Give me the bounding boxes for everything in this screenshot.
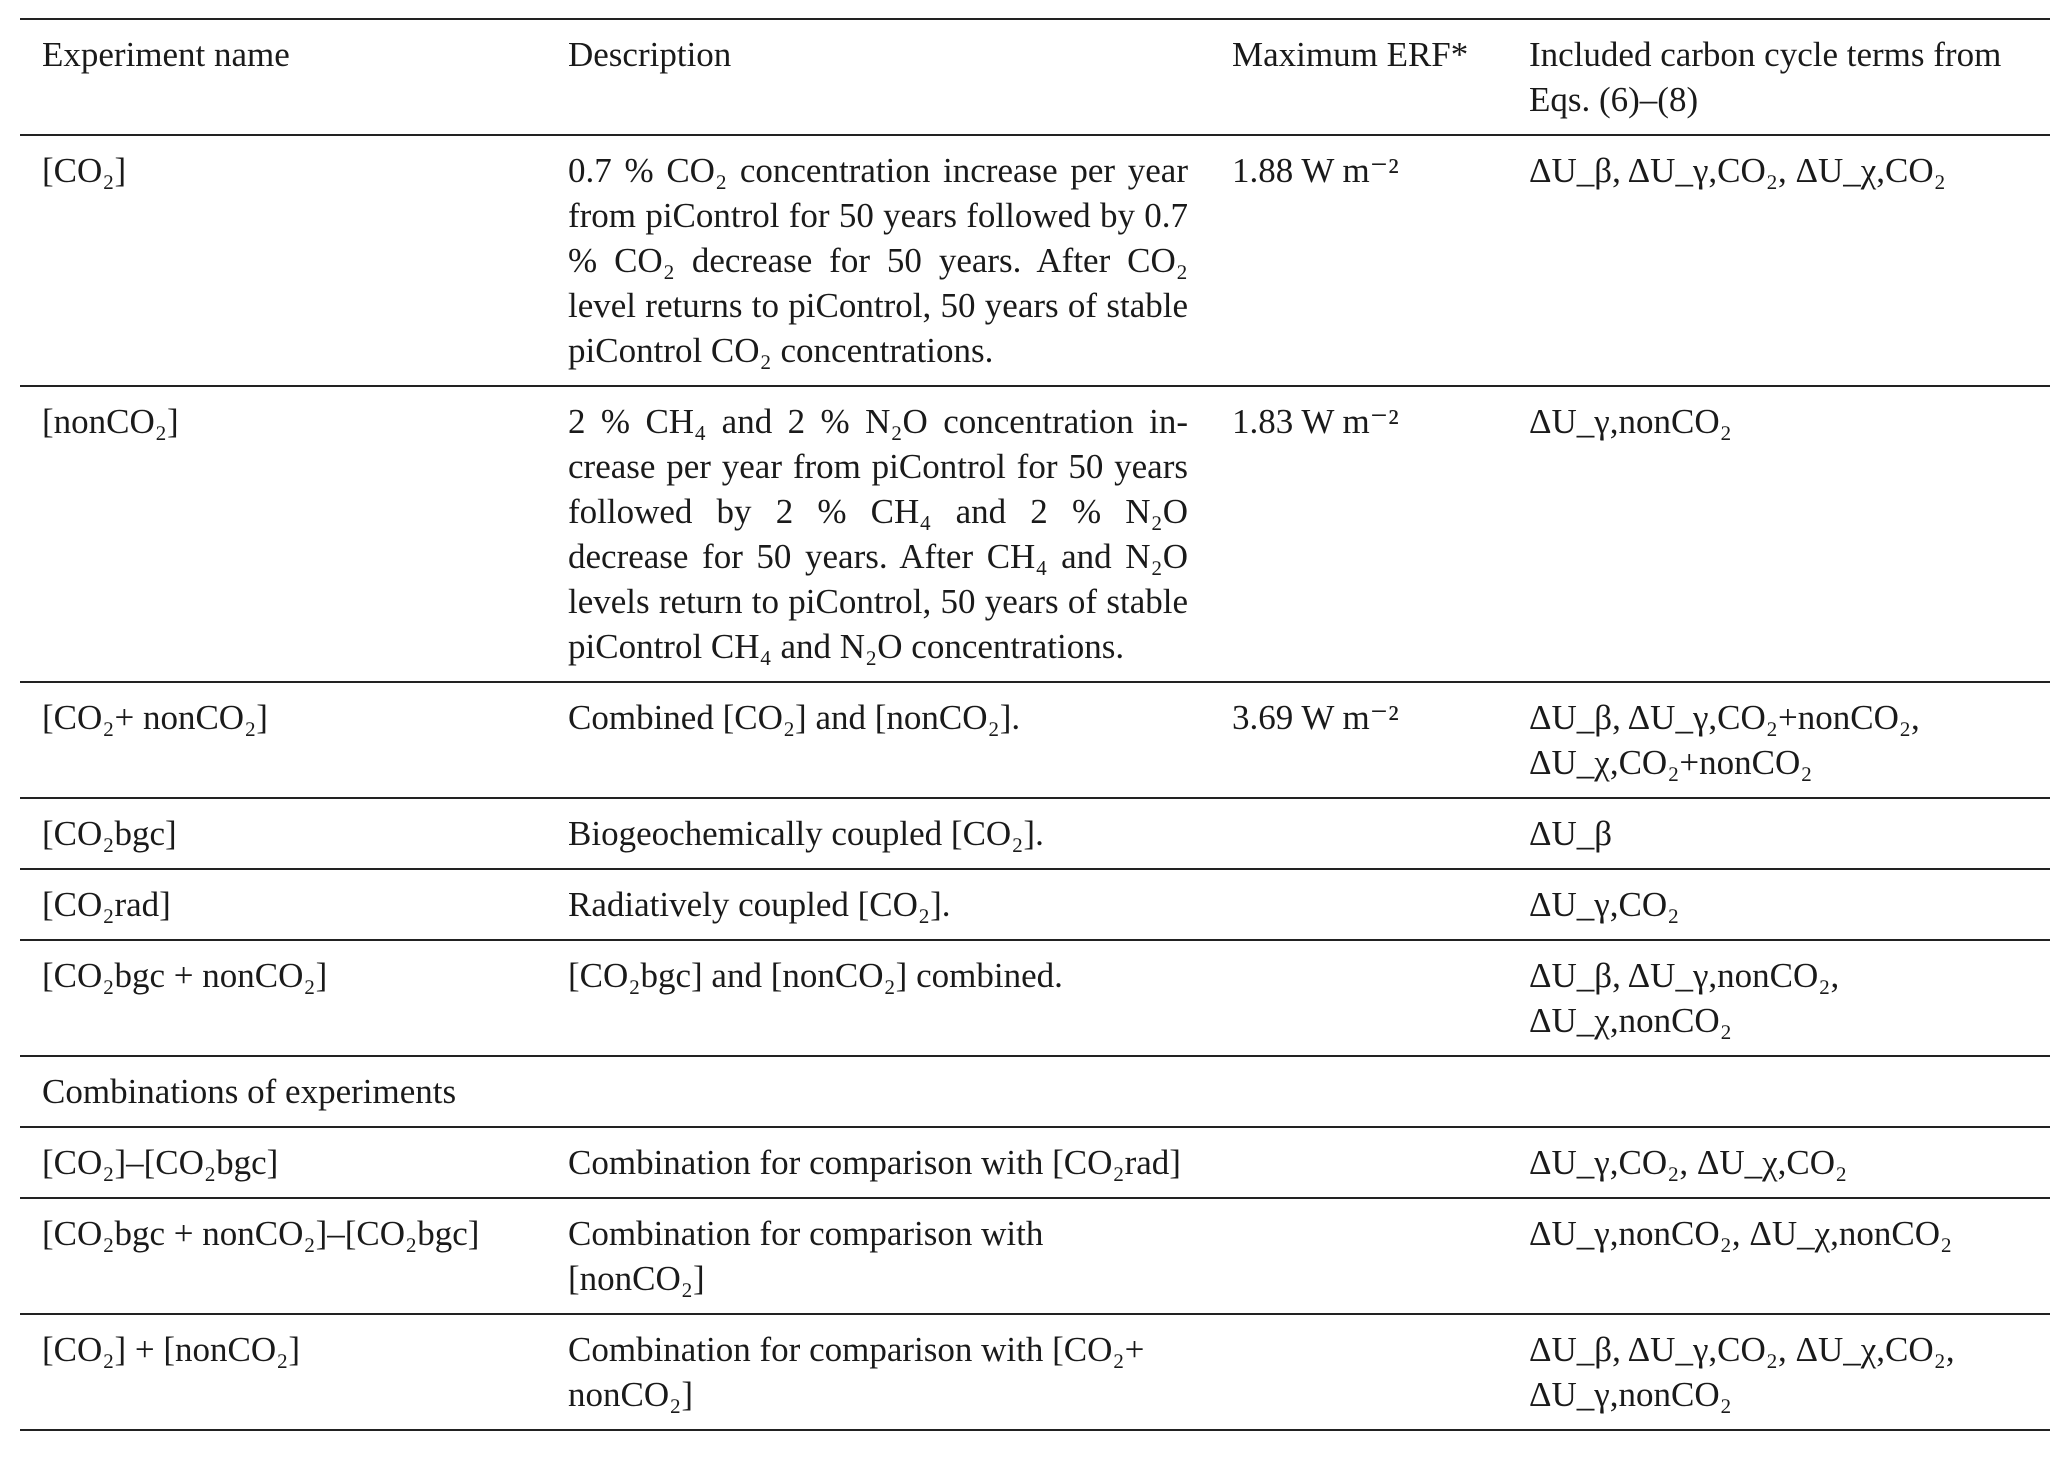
experiment-name: [nonCO₂] <box>42 402 179 441</box>
maximum-erf <box>1210 1127 1507 1198</box>
experiment-name: [CO₂rad] <box>42 885 171 924</box>
maximum-erf <box>1210 798 1507 869</box>
table-row <box>20 386 2050 682</box>
table-body <box>20 135 2050 1430</box>
experiment-description: [CO₂bgc] and [nonCO₂] combined. <box>568 956 1063 995</box>
header-description: Description <box>568 35 732 74</box>
header-experiment-name: Experiment name <box>42 35 290 74</box>
experiments-table <box>20 18 2050 1431</box>
experiment-description: Biogeochemically coupled [CO₂]. <box>568 814 1044 853</box>
carbon-cycle-terms: ΔU_γ,nonCO₂ <box>1529 402 1732 441</box>
experiment-name: [CO₂bgc] <box>42 814 177 853</box>
table-row <box>20 940 2050 1056</box>
experiment-description: Combination for comparison with [nonCO₂] <box>568 1214 1044 1298</box>
table-row <box>20 1127 2050 1198</box>
maximum-erf: 3.69 W m⁻² <box>1232 698 1399 737</box>
maximum-erf <box>1210 869 1507 940</box>
header-carbon-cycle-terms: Included carbon cycle terms from Eqs. (6)–(8) <box>1529 35 2002 119</box>
experiment-description: 2 % CH₄ and 2 % N₂O concentration increase per year from piControl for 50 years followed by 2 % CH₄ and 2 % N₂O decrease for 50 years. After CH₄ and N₂O levels return to piControl, 50 years of stable piControl CH₄ and N₂O concentrations. <box>568 402 1188 666</box>
experiment-name: [CO₂]–[CO₂bgc] <box>42 1143 279 1182</box>
carbon-cycle-terms: ΔU_β, ΔU_γ,CO₂+nonCO₂, ΔU_χ,CO₂+nonCO₂ <box>1529 698 1920 782</box>
experiment-name: [CO₂+ nonCO₂] <box>42 698 268 737</box>
carbon-cycle-terms: ΔU_γ,CO₂, ΔU_χ,CO₂ <box>1529 1143 1848 1182</box>
carbon-cycle-terms: ΔU_β, ΔU_γ,CO₂, ΔU_χ,CO₂, ΔU_γ,nonCO₂ <box>1529 1330 1955 1414</box>
experiment-description: Combination for comparison with [CO₂rad] <box>568 1143 1181 1182</box>
experiment-description: Radiatively coupled [CO₂]. <box>568 885 951 924</box>
carbon-cycle-terms: ΔU_β <box>1529 814 1613 853</box>
carbon-cycle-terms: ΔU_β, ΔU_γ,CO₂, ΔU_χ,CO₂ <box>1529 151 1946 190</box>
header-maximum-erf: Maximum ERF* <box>1232 35 1469 74</box>
maximum-erf <box>1210 1198 1507 1314</box>
table-header <box>20 19 2050 135</box>
section-label: Combinations of experiments <box>42 1072 457 1111</box>
experiment-name: [CO₂] <box>42 151 127 190</box>
table-row <box>20 1314 2050 1430</box>
carbon-cycle-terms: ΔU_β, ΔU_γ,nonCO₂, ΔU_χ,nonCO₂ <box>1529 956 1840 1040</box>
maximum-erf: 1.83 W m⁻² <box>1232 402 1399 441</box>
table-row <box>20 798 2050 869</box>
experiment-name: [CO₂bgc + nonCO₂] <box>42 956 328 995</box>
table-row <box>20 1198 2050 1314</box>
maximum-erf <box>1210 940 1507 1056</box>
maximum-erf <box>1210 1314 1507 1430</box>
experiment-name: [CO₂] + [nonCO₂] <box>42 1330 301 1369</box>
table-row <box>20 682 2050 798</box>
carbon-cycle-terms: ΔU_γ,CO₂ <box>1529 885 1680 924</box>
table-row <box>20 135 2050 386</box>
maximum-erf: 1.88 W m⁻² <box>1232 151 1399 190</box>
table-row <box>20 869 2050 940</box>
experiment-description: Combination for comparison with [CO₂+ nonCO₂] <box>568 1330 1145 1414</box>
experiment-name: [CO₂bgc + nonCO₂]–[CO₂bgc] <box>42 1214 480 1253</box>
experiment-description: 0.7 % CO₂ concentration increase per year from piControl for 50 years followed by 0.7 % CO₂ decrease for 50 years. After CO₂ level returns to piControl, 50 years of stable piControl CO₂ concentrations. <box>568 151 1188 370</box>
section-row <box>20 1056 2050 1127</box>
carbon-cycle-terms: ΔU_γ,nonCO₂, ΔU_χ,nonCO₂ <box>1529 1214 1953 1253</box>
experiment-description: Combined [CO₂] and [nonCO₂]. <box>568 698 1021 737</box>
header-row <box>20 19 2050 135</box>
